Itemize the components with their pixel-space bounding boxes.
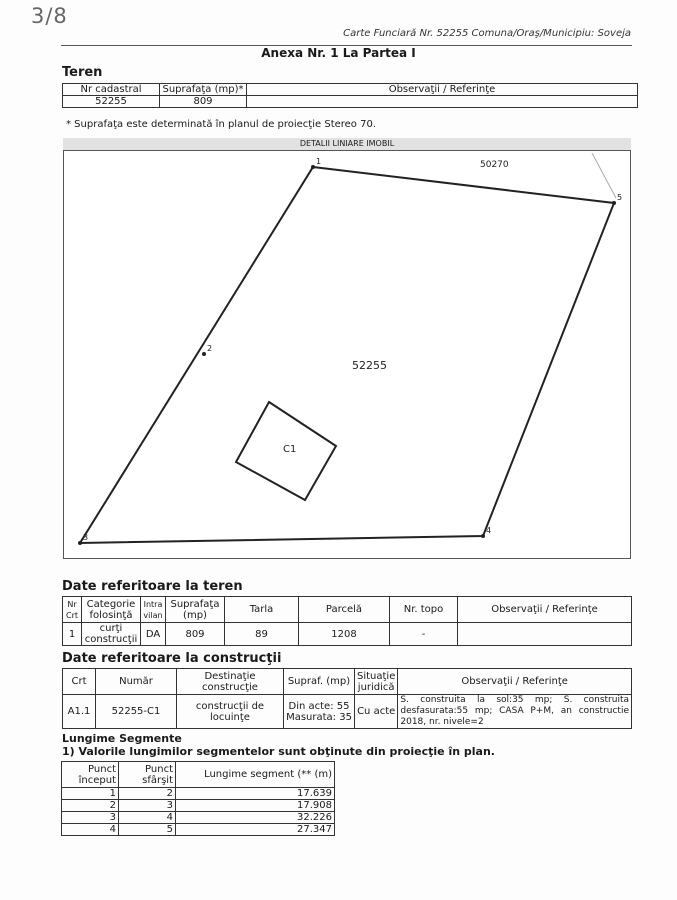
- table-cell: DA: [141, 623, 166, 646]
- neighbor-label: 50270: [480, 160, 509, 170]
- date-constructii-title: Date referitoare la construcţii: [62, 651, 282, 666]
- table-cell: 809: [166, 623, 225, 646]
- table-cell: 1: [63, 623, 82, 646]
- teren-title: Teren: [62, 65, 103, 80]
- plan-title-bar: DETALII LINIARE IMOBIL: [63, 138, 631, 150]
- header-cell: Observaţii / Referinţe: [398, 669, 632, 695]
- header-cell: Punct început: [62, 762, 119, 788]
- table-cell: 2: [119, 788, 176, 800]
- header-cell: Punct sfârşit: [119, 762, 176, 788]
- vertex-markers: [78, 157, 622, 545]
- building-label: C1: [283, 444, 297, 455]
- header-cell: Categorie folosinţă: [82, 597, 141, 623]
- parcel-label: 52255: [352, 359, 387, 372]
- lungime-title: Lungime Segmente: [62, 732, 182, 745]
- table-cell: 17.639: [176, 788, 335, 800]
- header-cell: Nr Crt: [63, 597, 82, 623]
- table-cell: [458, 623, 632, 646]
- suprafata-value: 809: [160, 96, 247, 108]
- date-teren-title: Date referitoare la teren: [62, 579, 243, 594]
- vertex-label: 5: [617, 193, 623, 202]
- table-cell: 3: [62, 812, 119, 824]
- table-cell: 4: [62, 824, 119, 836]
- vertex-point: [481, 534, 485, 538]
- table-cell: 5: [119, 824, 176, 836]
- header-cell: Nr. topo: [390, 597, 458, 623]
- table-cell: 52255-C1: [96, 695, 177, 729]
- header-cell: Supraf. (mp): [284, 669, 355, 695]
- date-teren-table: [62, 596, 632, 646]
- table-cell: 2: [62, 800, 119, 812]
- table-cell: Cu acte: [355, 695, 398, 729]
- suprafata-note: * Suprafaţa este determinată în planul de proiecţie Stereo 70.: [66, 119, 377, 130]
- table-cell: 27.347: [176, 824, 335, 836]
- lungime-subtitle: 1) Valorile lungimilor segmentelor sunt obţinute din proiecţie în plan.: [62, 745, 495, 758]
- table-cell: construcţii de locuinţe: [177, 695, 284, 729]
- header-cell: Nr cadastral: [63, 84, 160, 96]
- header-cell: Destinaţie construcţie: [177, 669, 284, 695]
- vertex-point: [202, 352, 206, 356]
- header-cell: Număr: [96, 669, 177, 695]
- table-cell: 17.908: [176, 800, 335, 812]
- vertex-label: 2: [207, 344, 213, 353]
- table-cell: -: [390, 623, 458, 646]
- table-cell: S. construita la sol:35 mp; S. construita desfasurata:55 mp; CASA P+M, an constructie 2018, nr. nivele=2: [398, 695, 632, 729]
- table-cell: 1: [62, 788, 119, 800]
- date-constructii-table: [62, 668, 632, 729]
- header-cell: Tarla: [225, 597, 299, 623]
- table-cell: [284, 695, 355, 729]
- table-cell: 89: [225, 623, 299, 646]
- lungime-table: [61, 761, 335, 836]
- table-cell: 32.226: [176, 812, 335, 824]
- vertex-point: [78, 541, 82, 545]
- header-cell: Observaţii / Referinţe: [247, 84, 638, 96]
- header-cell: Observaţii / Referinţe: [458, 597, 632, 623]
- page-number: 3/8: [31, 4, 68, 28]
- vertex-label: 4: [486, 526, 492, 535]
- vertex-point: [311, 165, 315, 169]
- vertex-label: 3: [83, 533, 89, 542]
- annex-title: Anexa Nr. 1 La Partea I: [261, 46, 416, 60]
- table-cell: A1.1: [63, 695, 96, 729]
- header-cell: Intra vilan: [141, 597, 166, 623]
- vertex-point: [612, 201, 616, 205]
- header-cell: Suprafaţa (mp): [166, 597, 225, 623]
- table-cell: 3: [119, 800, 176, 812]
- carte-funciara-header: Carte Funciară Nr. 52255 Comuna/Oraş/Municipiu: Soveja: [343, 28, 631, 39]
- supraf-masurata: Masurata: 35: [286, 711, 352, 723]
- vertex-label: 1: [316, 157, 322, 166]
- header-cell: Crt: [63, 669, 96, 695]
- table-cell: 1208: [299, 623, 390, 646]
- nr-cadastral-value: 52255: [63, 96, 160, 108]
- table-cell: curţi construcţii: [82, 623, 141, 646]
- header-cell: Lungime segment (** (m): [176, 762, 335, 788]
- neighbor-line: [592, 153, 616, 198]
- parcel-boundary: [80, 167, 614, 543]
- header-cell: Suprafaţa (mp)*: [160, 84, 247, 96]
- header-cell: Situaţie juridică: [355, 669, 398, 695]
- table-cell: 4: [119, 812, 176, 824]
- header-cell: Parcelă: [299, 597, 390, 623]
- supraf-acte: Din acte: 55: [288, 700, 350, 712]
